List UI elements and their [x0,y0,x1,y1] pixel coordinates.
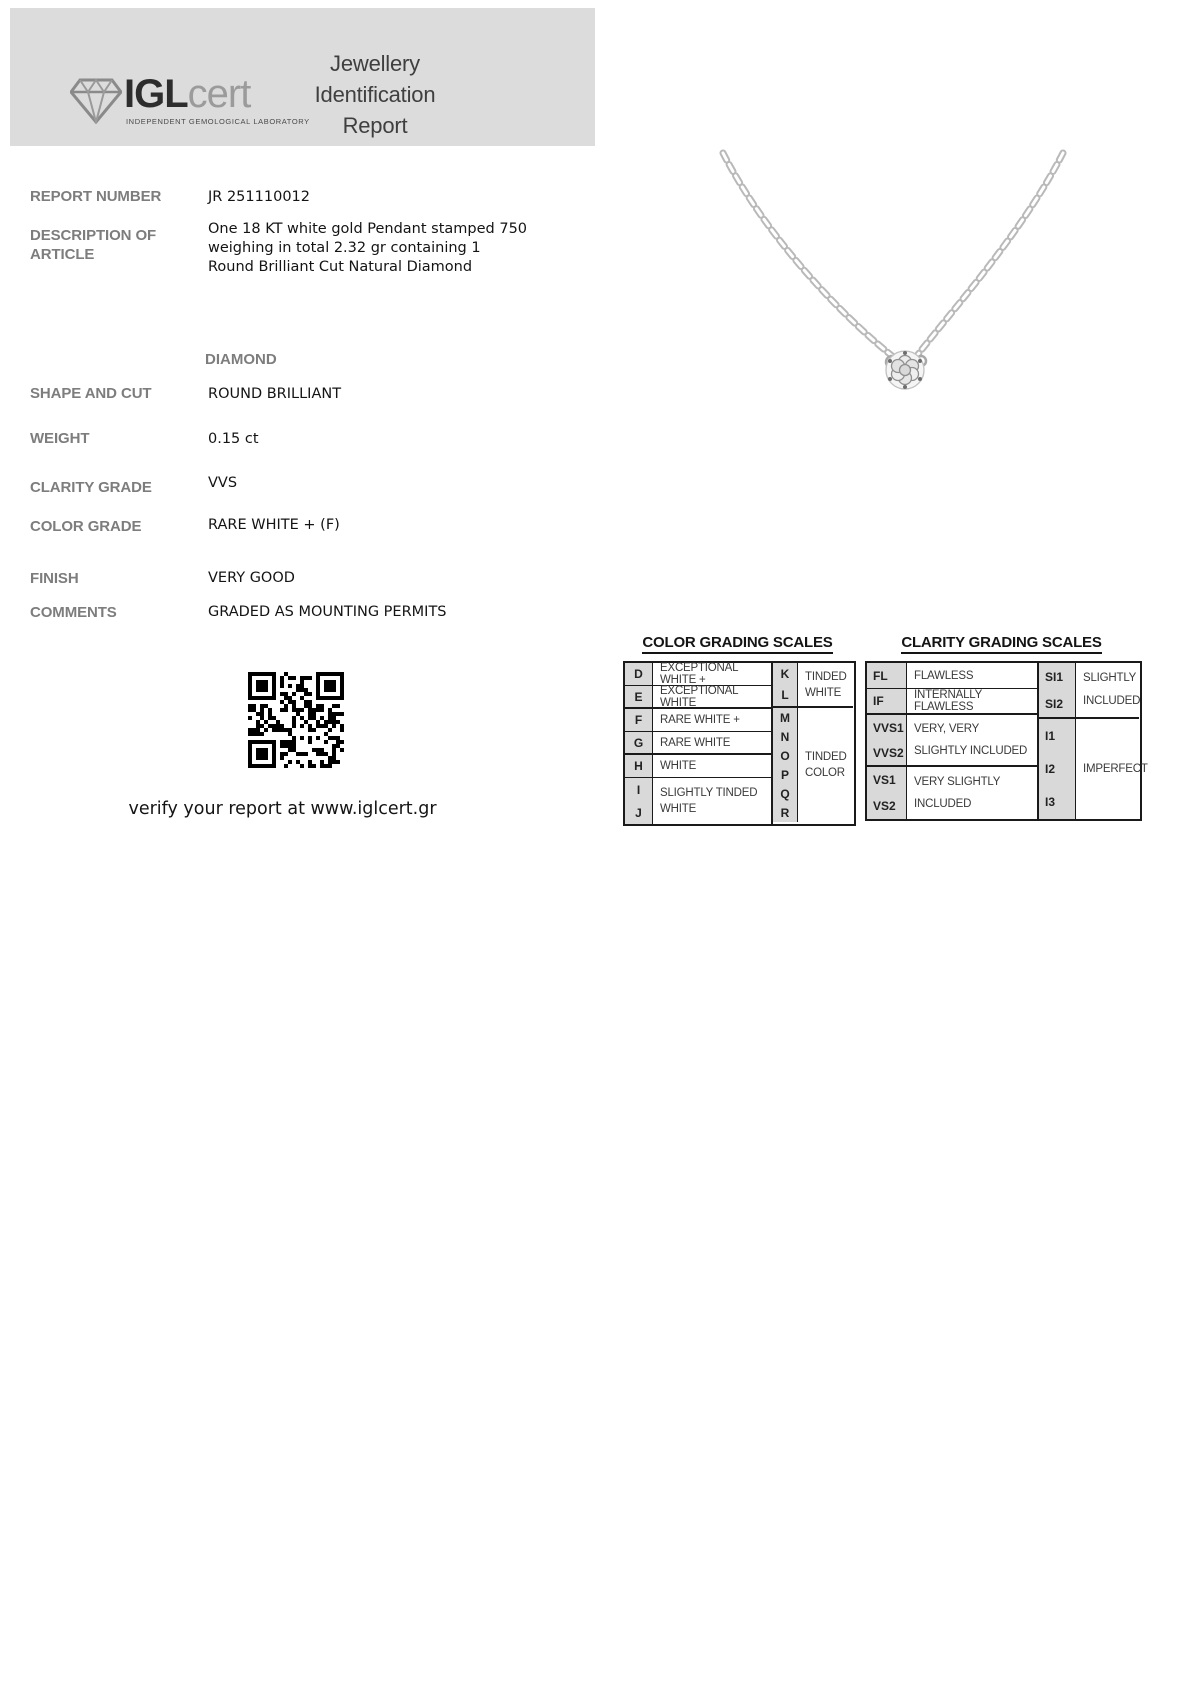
clarity-table-left [867,663,1037,819]
grade-desc: TINDED COLOR [805,751,847,779]
report-title-line2: Identification [314,82,436,107]
logo-wordmark [124,72,250,117]
table-row [625,732,771,755]
color-grading-title: COLOR GRADING SCALES [623,634,852,651]
grade-desc: RARE WHITE [660,736,731,749]
description-value: One 18 KT white gold Pendant stamped 750 weighing in total 2.32 gr containing 1 Round Brilliant Cut Natural Diamond [208,221,528,275]
report-number-value: JR 251110012 [208,189,310,205]
grade-letter: H [625,755,653,777]
grade-letter-group: SI1 SI2 [1039,663,1076,717]
report-title-line3: Report [342,113,408,138]
qr-code [248,672,344,768]
clarity-grade-value: VVS [208,475,238,491]
grade-letter: F [625,709,653,731]
grade-letter: IF [867,689,907,713]
logo-tagline: INDEPENDENT GEMOLOGICAL LABORATORY [126,117,310,126]
description-label-line1: DESCRIPTION OF [30,227,157,244]
grade-desc: EXCEPTIONAL WHITE + [660,662,738,686]
grade-desc: VERY SLIGHTLY INCLUDED [914,776,1001,810]
logo-igl-text: IGL [124,72,188,116]
comments-value: GRADED AS MOUNTING PERMITS [208,604,447,620]
grade-letter-group: M N O P Q R [773,708,798,822]
grade-desc: FLAWLESS [914,669,974,682]
grade-desc: RARE WHITE + [660,714,740,726]
description-label [30,226,180,264]
necklace-photo [640,100,1100,400]
clarity-table-right [1037,663,1148,819]
color-grade-value: RARE WHITE + (F) [208,517,340,533]
description-label-line2: ARTICLE [30,246,95,263]
grade-desc: INTERNALLY FLAWLESS [914,689,982,713]
grade-desc: IMPERFECT [1083,763,1148,775]
diamond-pendant [886,351,924,389]
grade-desc: WHITE [660,760,697,772]
report-number-label: REPORT NUMBER [30,188,162,205]
clarity-grading-table [865,661,1148,821]
comments-label: COMMENTS [30,604,117,621]
finish-label: FINISH [30,570,79,587]
grade-letter-group: I1 I2 I3 [1039,719,1076,819]
table-row [1039,663,1139,719]
verify-report-text: verify your report at www.iglcert.gr [128,799,437,819]
table-row [867,689,1037,715]
grade-letter: D [625,663,653,685]
grade-letter-group: I J [625,778,653,824]
clarity-grade-label: CLARITY GRADE [30,479,152,496]
grade-letter-group: VVS1 VVS2 [867,715,907,765]
weight-label: WEIGHT [30,430,90,447]
grade-letter: FL [867,663,907,688]
table-row [625,663,771,686]
grade-desc: SLIGHTLY INCLUDED [1083,672,1141,707]
grade-letter-group: VS1 VS2 [867,767,907,819]
report-title [265,48,485,141]
table-row [625,709,771,732]
clarity-grading-title: CLARITY GRADING SCALES [865,634,1138,651]
grade-desc: SLIGHTLY TINDED WHITE [660,787,758,815]
finish-value: VERY GOOD [208,570,295,586]
color-grading-table [623,661,856,826]
diamond-section-heading: DIAMOND [205,351,277,368]
diamond-logo-icon [70,78,122,124]
table-row [867,767,1037,819]
grade-desc: TINDED WHITE [805,670,847,699]
color-table-right [771,663,853,824]
table-row [625,686,771,709]
grade-letter-group: K L [773,663,798,706]
table-row [773,663,853,708]
color-table-left [625,663,771,824]
weight-value: 0.15 ct [208,431,259,447]
grade-letter: E [625,686,653,707]
color-grade-label: COLOR GRADE [30,518,142,535]
table-row [625,755,771,778]
logo-cert-text: cert [187,72,251,116]
report-title-line1: Jewellery [330,51,420,76]
table-row [867,715,1037,767]
table-row [625,778,771,824]
igl-cert-logo [62,70,310,140]
table-row [867,663,1037,689]
table-row [773,708,853,822]
grade-letter: G [625,732,653,753]
grade-desc: VERY, VERY SLIGHTLY INCLUDED [914,723,1028,757]
shape-and-cut-label: SHAPE AND CUT [30,385,152,402]
shape-and-cut-value: ROUND BRILLIANT [208,386,342,402]
table-row [1039,719,1148,819]
header-bar [10,8,595,146]
grade-desc: EXCEPTIONAL WHITE [660,684,738,709]
